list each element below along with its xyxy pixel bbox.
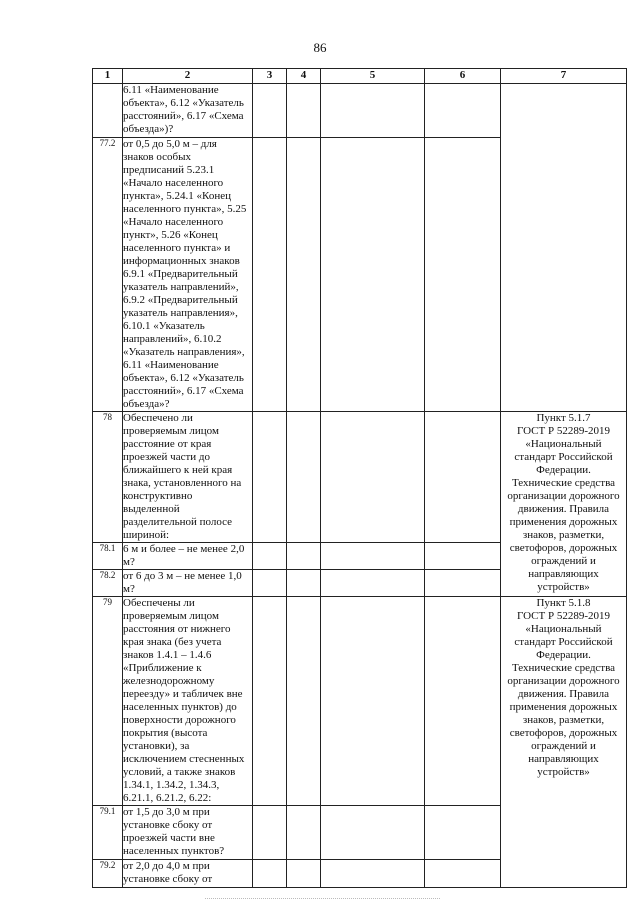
cell-col-4 bbox=[287, 570, 321, 597]
scan-footer-line bbox=[205, 898, 440, 899]
header-col-1: 1 bbox=[93, 69, 123, 84]
row-number bbox=[93, 84, 123, 138]
cell-col-4 bbox=[287, 138, 321, 412]
table-row bbox=[93, 412, 627, 543]
row-question: от 1,5 до 3,0 м при установке сбоку от проезжей части вне населенных пунктов? bbox=[123, 806, 253, 860]
row-number: 79.2 bbox=[93, 860, 123, 888]
page-number: 86 bbox=[313, 40, 327, 55]
row-number: 78.1 bbox=[93, 543, 123, 570]
header-row bbox=[93, 69, 627, 84]
cell-col-4 bbox=[287, 412, 321, 543]
row-question: от 0,5 до 5,0 м – для знаков особых предписаний 5.23.1 «Начало населенного пункта», 5.24.1 «Конец населенного пункта», 5.25 «Начало населенного пункт», 5.26 «Конец населенного пункта» и информационных знаков 6.9.1 «Предварительный указатель направлений», 6.9.2 «Предварительный указатель направления», 6.10.1 «Указатель направлений», 6.10.2 «Указатель направления», 6.11 «Наименование объекта», 6.12 «Указатель расстояний», 6.17 «Схема объезда»? bbox=[123, 138, 253, 412]
cell-col-5 bbox=[321, 597, 425, 806]
cell-col-3 bbox=[253, 860, 287, 888]
cell-col-4 bbox=[287, 806, 321, 860]
cell-col-4 bbox=[287, 543, 321, 570]
reference-cell-78: Пункт 5.1.7 ГОСТ Р 52289-2019 «Национальный стандарт Российской Федерации. Технические средства организации дорожного движения. Правила применения дорожных знаков, разметки, светофоров, дорожных ограждений и направляющих устройств» bbox=[501, 412, 627, 597]
row-number: 79 bbox=[93, 597, 123, 806]
cell-col-5 bbox=[321, 138, 425, 412]
cell-col-4 bbox=[287, 860, 321, 888]
row-question: Обеспечено ли проверяемым лицом расстояние от края проезжей части до ближайшего к ней края знака, установленного на конструктивно выделенной разделительной полосе шириной: bbox=[123, 412, 253, 543]
cell-col-3 bbox=[253, 412, 287, 543]
cell-col-6 bbox=[425, 138, 501, 412]
cell-col-7 bbox=[501, 84, 627, 412]
header-col-2: 2 bbox=[123, 69, 253, 84]
header-col-5: 5 bbox=[321, 69, 425, 84]
row-question: от 6 до 3 м – не менее 1,0 м? bbox=[123, 570, 253, 597]
header-col-6: 6 bbox=[425, 69, 501, 84]
cell-col-3 bbox=[253, 138, 287, 412]
row-question: от 2,0 до 4,0 м при установке сбоку от bbox=[123, 860, 253, 888]
table-row bbox=[93, 84, 627, 138]
row-number: 77.2 bbox=[93, 138, 123, 412]
cell-col-6 bbox=[425, 570, 501, 597]
cell-col-5 bbox=[321, 84, 425, 138]
cell-col-5 bbox=[321, 860, 425, 888]
cell-col-3 bbox=[253, 84, 287, 138]
cell-col-5 bbox=[321, 570, 425, 597]
row-number: 79.1 bbox=[93, 806, 123, 860]
cell-col-5 bbox=[321, 806, 425, 860]
row-question: 6.11 «Наименование объекта», 6.12 «Указатель расстояний», 6.17 «Схема объезда»)? bbox=[123, 84, 253, 138]
reference-cell-79: Пункт 5.1.8 ГОСТ Р 52289-2019 «Национальный стандарт Российской Федерации. Технические средства организации дорожного движения. Правила применения дорожных знаков, разметки, светофоров, дорожных ограждений и направляющих устройств» bbox=[501, 597, 627, 888]
row-question: 6 м и более – не менее 2,0 м? bbox=[123, 543, 253, 570]
cell-col-5 bbox=[321, 412, 425, 543]
cell-col-6 bbox=[425, 597, 501, 806]
cell-col-3 bbox=[253, 543, 287, 570]
cell-col-3 bbox=[253, 806, 287, 860]
cell-col-6 bbox=[425, 860, 501, 888]
cell-col-4 bbox=[287, 84, 321, 138]
header-col-3: 3 bbox=[253, 69, 287, 84]
header-col-4: 4 bbox=[287, 69, 321, 84]
cell-col-4 bbox=[287, 597, 321, 806]
row-number: 78 bbox=[93, 412, 123, 543]
cell-col-6 bbox=[425, 543, 501, 570]
cell-col-3 bbox=[253, 570, 287, 597]
table-row bbox=[93, 597, 627, 806]
cell-col-5 bbox=[321, 543, 425, 570]
header-col-7: 7 bbox=[501, 69, 627, 84]
cell-col-6 bbox=[425, 84, 501, 138]
cell-col-3 bbox=[253, 597, 287, 806]
row-number: 78.2 bbox=[93, 570, 123, 597]
checklist-table bbox=[92, 68, 627, 888]
cell-col-6 bbox=[425, 412, 501, 543]
cell-col-6 bbox=[425, 806, 501, 860]
row-question: Обеспечены ли проверяемым лицом расстояния от нижнего края знака (без учета знаков 1.4.1 – 1.4.6 «Приближение к железнодорожному переезду» и табличек вне населенных пунктов) до поверхности дорожного покрытия (высота установки), за исключением стесненных условий, а также знаков 1.34.1, 1.34.2, 1.34.3, 6.21.1, 6.21.2, 6.22: bbox=[123, 597, 253, 806]
